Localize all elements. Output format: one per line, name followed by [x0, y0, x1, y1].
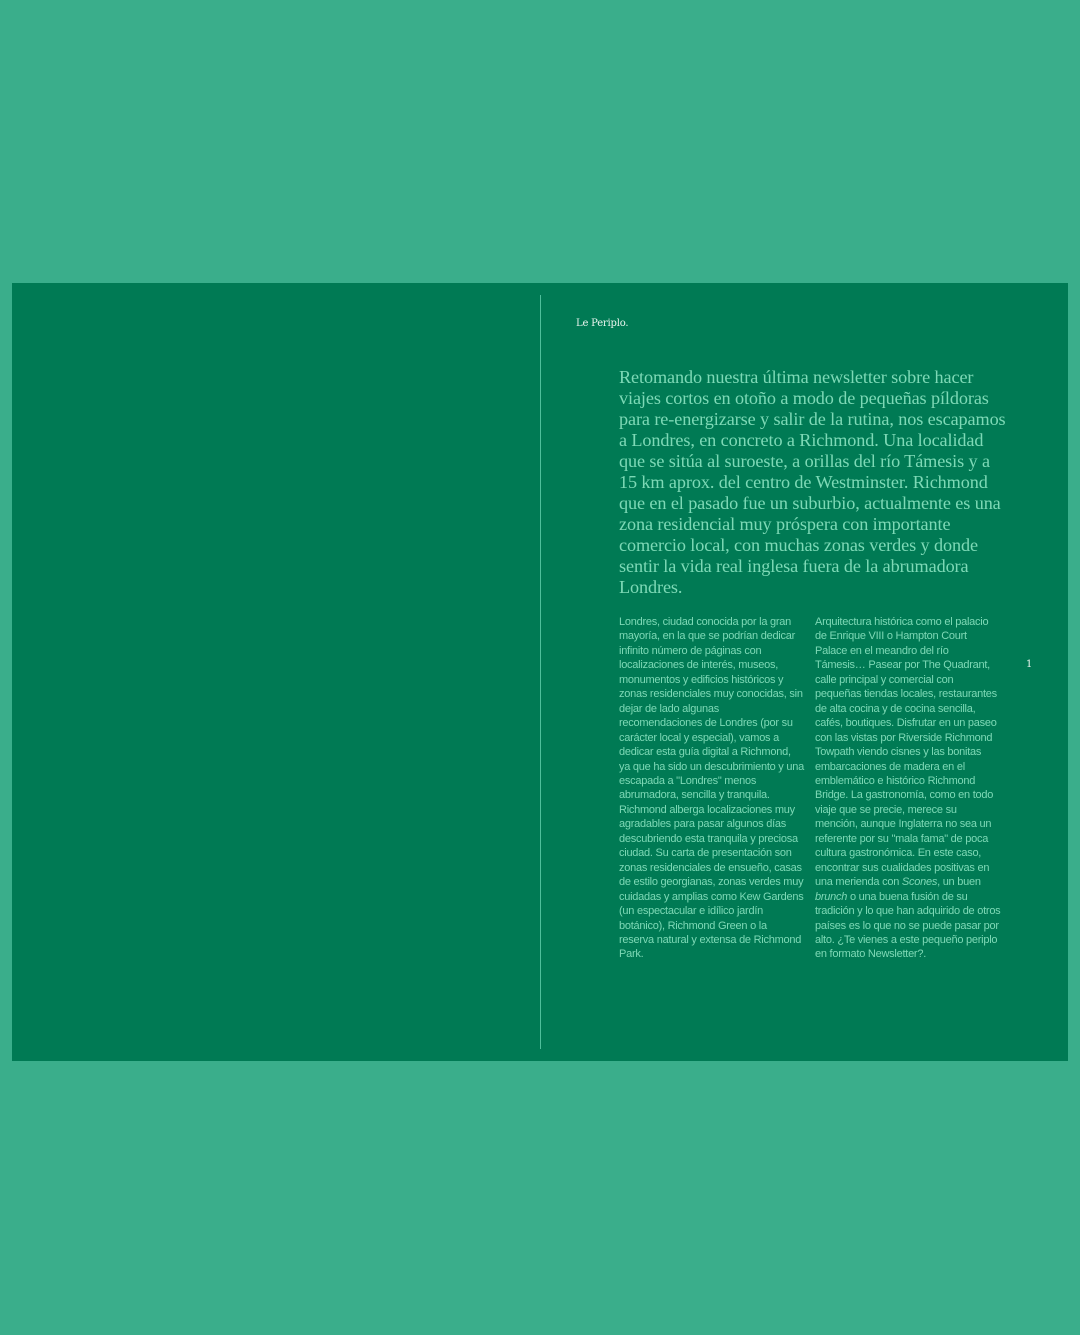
page-number: 1: [1026, 659, 1033, 670]
italic-term: Scones: [901, 876, 938, 889]
spine-divider: [540, 295, 541, 1049]
body-text: Arquitectura histórica como el palacio de Enrique VIII o Hampton Court Palace en el meandro del río Támesis… Pasear por The Quadrant, calle principal y comercial con pequeñas tiendas locales, restaurantes de alta cocina y de cocina sencilla, cafés, boutiques. Disfrutar en un paseo con las vistas por Riverside Richmond Towpath viendo cisnes y las bonitas embarcaciones de madera en el emblemático e histórico Richmond Bridge. La gastronomía, como en todo viaje que se precie, merece su mención, aunque Inglaterra no sea un referente por su "mala fama" de poca cultura gastronómica. En este caso, encontrar sus cualidades positivas en una merienda con: [815, 616, 997, 889]
body-text: , un buen: [937, 876, 981, 889]
body-column-right: [815, 615, 1001, 962]
body-text: o una buena fusión de su tradición y lo que han adquirido de otros países es lo que no se puede pasar por alto. ¿Te vienes a este pequeño periplo en formato Newsletter?.: [815, 890, 1001, 961]
italic-term: brunch: [815, 890, 848, 903]
magazine-spread: [12, 283, 1068, 1061]
body-column-left: Londres, ciudad conocida por la gran mayoría, en la que se podrían dedicar infinito número de páginas con localizaciones de interés, museos, monumentos y edificios históricos y zonas residenciales muy conocidas, sin dejar de lado algunas recomendaciones de Londres (por su carácter local y especial), vamos a dedicar esta guía digital a Richmond, ya que ha sido un descubrimiento y una escapada a "Londres" menos abrumadora, sencilla y tranquila. Richmond alberga localizaciones muy agradables para pasar algunos días descubriendo esta tranquila y preciosa ciudad. Su carta de presentación son zonas residenciales de ensueño, casas de estilo georgianas, zonas verdes muy cuidadas y amplias como Kew Gardens (un espectacular e idílico jardín botánico), Richmond Green o la reserva natural y extensa de Richmond Park.: [619, 616, 804, 961]
lead-paragraph: Retomando nuestra última newsletter sobre hacer viajes cortos en otoño a modo de pequeñas píldoras para re-energizarse y salir de la rutina, nos escapamos a Londres, en concreto a Richmond. Una localidad que se sitúa al suroeste, a orillas del río Támesis y a 15 km aprox. del centro de Westminster. Richmond que en el pasado fue un suburbio, actualmente es una zona residencial muy próspera con importante comercio local, con muchas zonas verdes y donde sentir la vida real inglesa fuera de la abrumadora Londres.: [619, 367, 1006, 597]
brand-header: Le Periplo.: [576, 318, 629, 329]
